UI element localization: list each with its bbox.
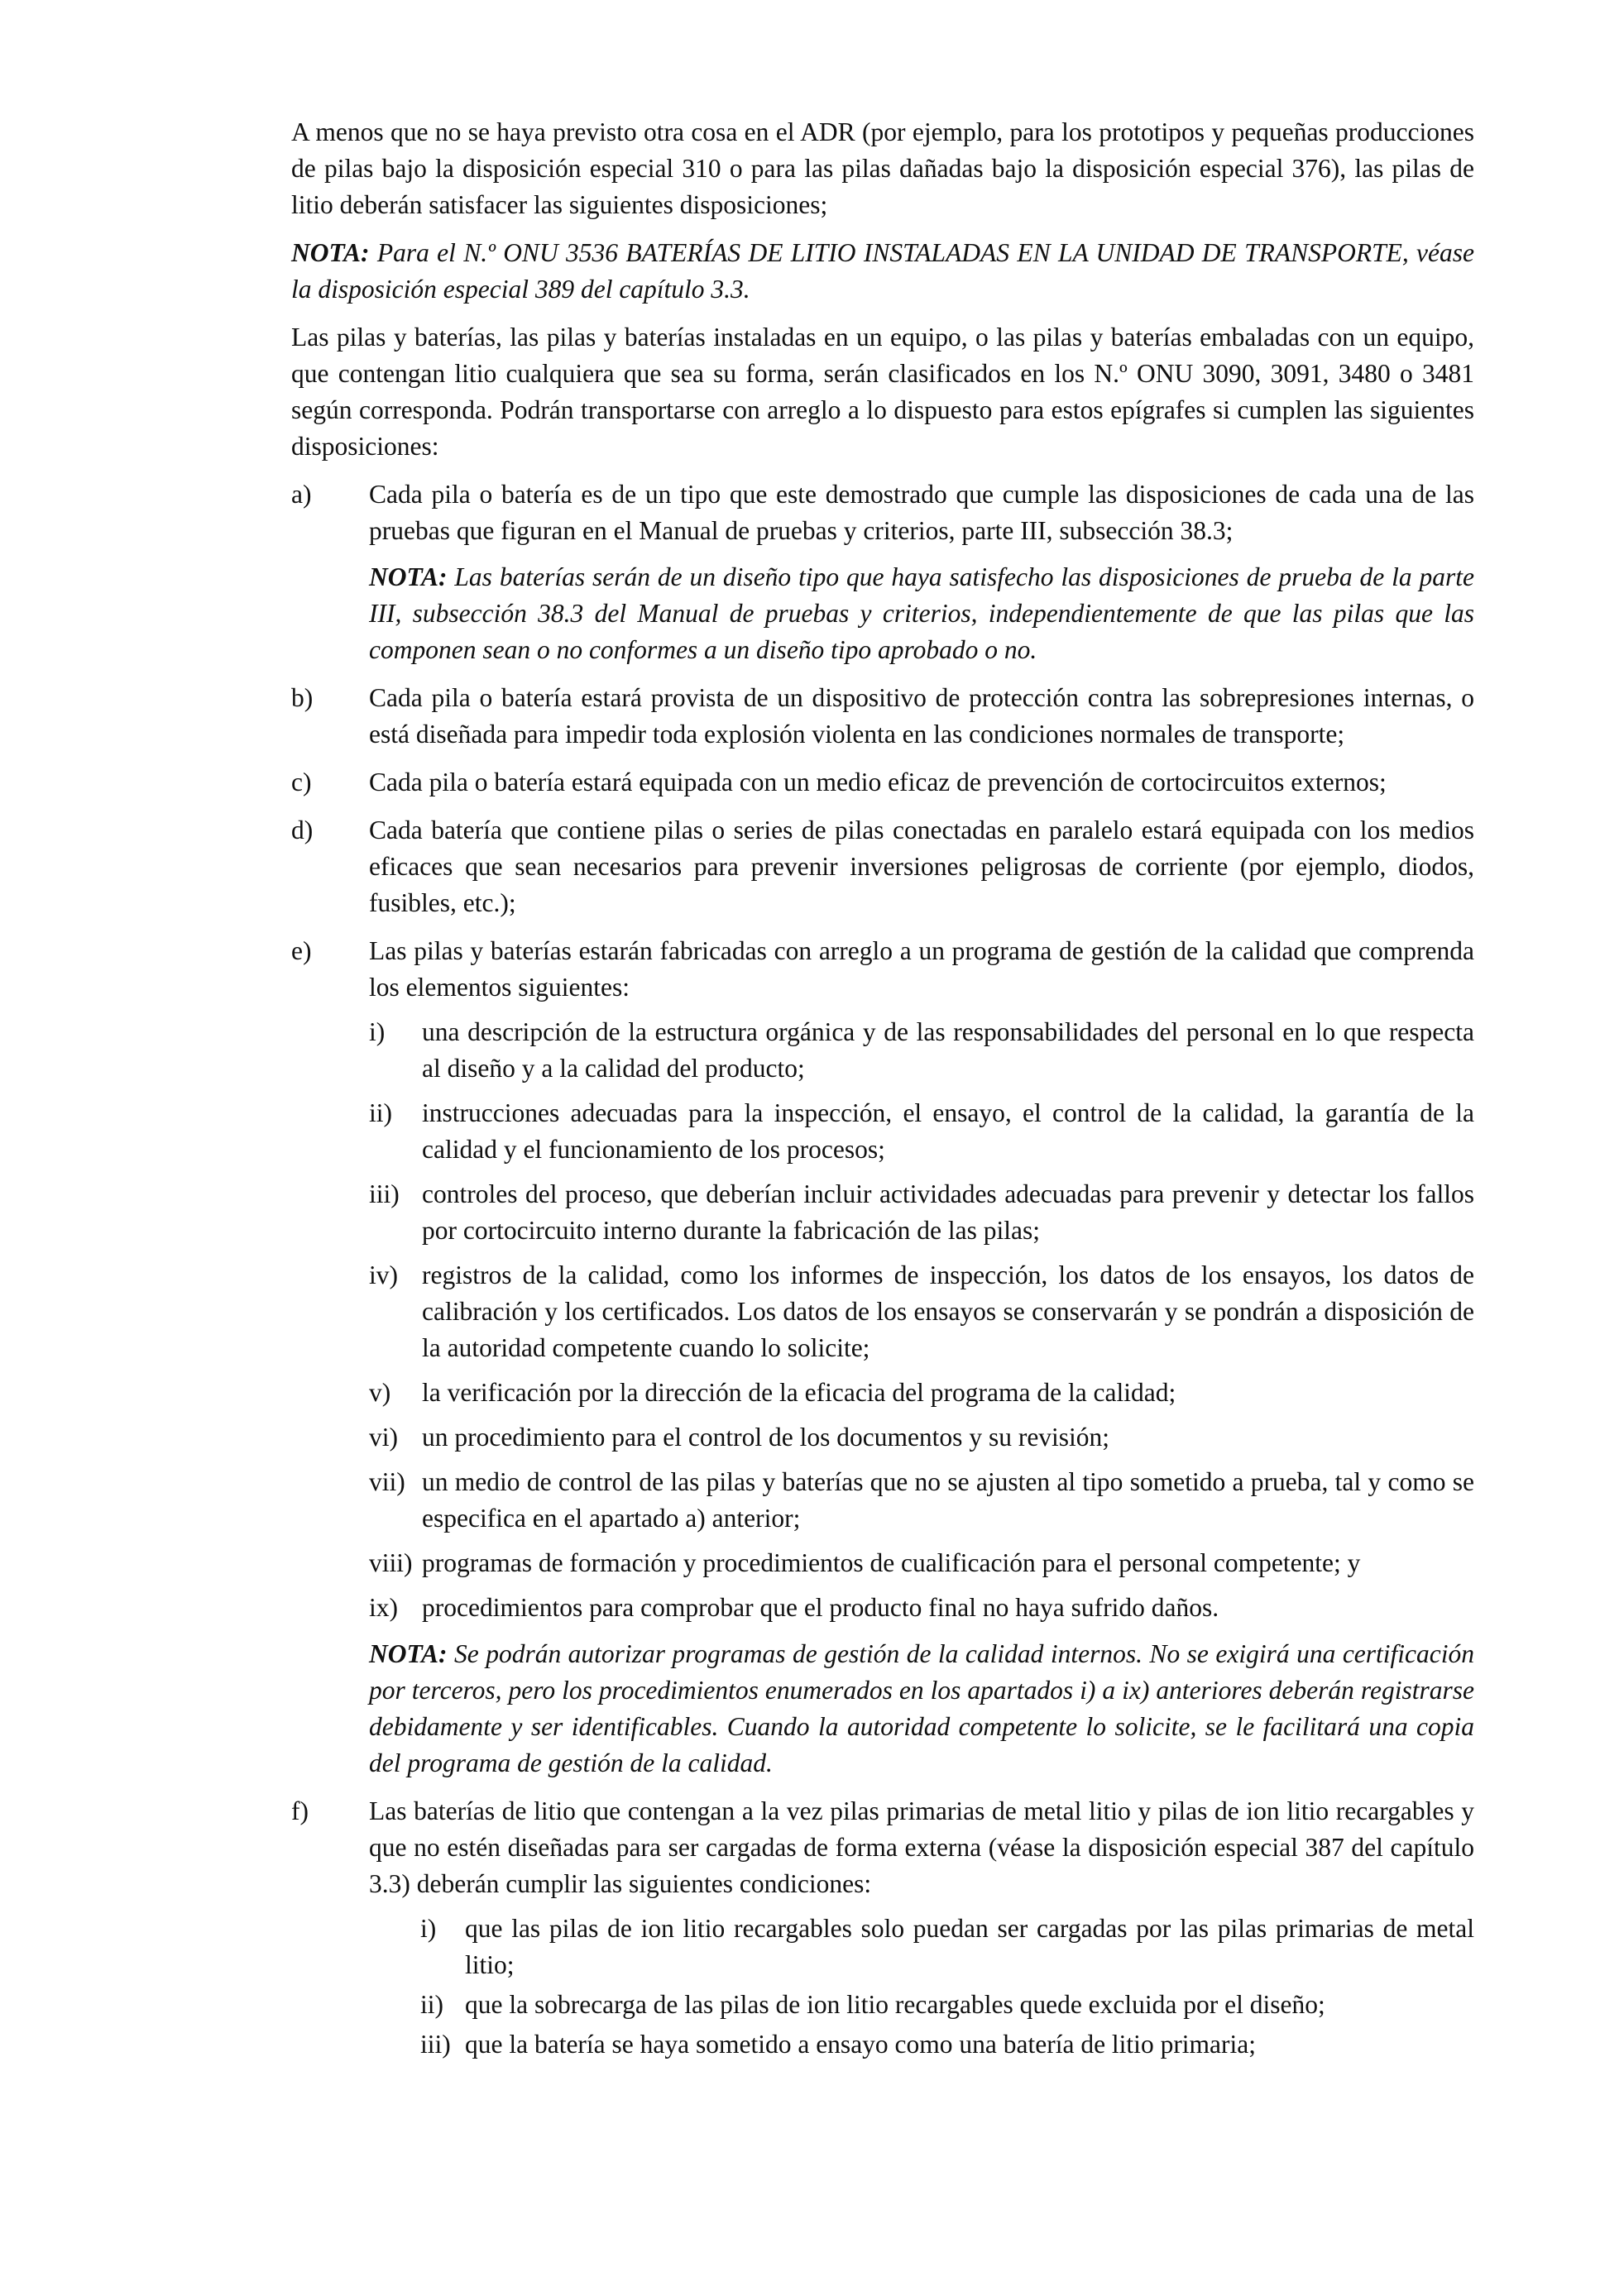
classification-paragraph: Las pilas y baterías, las pilas y baterías instaladas en un equipo, o las pilas y baterías embaladas con un equipo, que contengan litio cualquiera que sea su forma, serán clasificados en los N.º ONU 3090, 3091, 3480 o 3481 según corresponda. Podrán transportarse con arreglo a lo dispuesto para estos epígrafes si cumplen las siguientes disposiciones:: [291, 323, 1474, 461]
list-item-text: Las pilas y baterías estarán fabricadas con arreglo a un programa de gestión de la calidad que comprenda los elementos siguientes:: [369, 936, 1474, 1002]
sublist: [369, 1911, 1474, 2063]
sublist-item: [369, 1257, 1474, 1366]
note-label: NOTA:: [369, 562, 448, 591]
list-item-b: [291, 680, 1474, 753]
note-quality-programme: [369, 1636, 1474, 1782]
sublist-item-text: controles del proceso, que deberían incluir actividades adecuadas para prevenir y detectar los fallos por cortocircuito interno durante la fabricación de las pilas;: [422, 1179, 1474, 1245]
list-item-label: e): [291, 936, 312, 965]
sublist-item: [369, 1014, 1474, 1087]
list-item-text: Cada pila o batería es de un tipo que este demostrado que cumple las disposiciones de cada una de las pruebas que figuran en el Manual de pruebas y criterios, parte III, subsección 38.3;: [369, 480, 1474, 545]
list-item-d: [291, 812, 1474, 921]
list-item-e: [291, 933, 1474, 1782]
sublist-item-text: procedimientos para comprobar que el producto final no haya sufrido daños.: [422, 1593, 1219, 1622]
list-item-label: f): [291, 1796, 309, 1825]
sublist-item: [420, 1911, 1474, 1983]
sublist-item-text: instrucciones adecuadas para la inspección, el ensayo, el control de la calidad, la garantía de la calidad y el funcionamiento de los procesos;: [422, 1098, 1474, 1164]
note-text: Para el N.º ONU 3536 BATERÍAS DE LITIO INSTALADAS EN LA UNIDAD DE TRANSPORTE, véase la disposición especial 389 del capítulo 3.3.: [291, 238, 1474, 304]
sublist-item-text: un procedimiento para el control de los documentos y su revisión;: [422, 1423, 1110, 1452]
sublist-item-text: programas de formación y procedimientos de cualificación para el personal competente; y: [422, 1548, 1361, 1577]
sublist-item: [369, 1095, 1474, 1168]
note-text: Las baterías serán de un diseño tipo que haya satisfecho las disposiciones de prueba de la parte III, subsección 38.3 del Manual de pruebas y criterios, independientemente de que las pilas que las componen sean o no conformes a un diseño tipo aprobado o no.: [369, 562, 1474, 664]
sublist-item: [369, 1590, 1474, 1626]
sublist-item-label: ix): [369, 1593, 398, 1622]
sublist-item-text: registros de la calidad, como los informes de inspección, los datos de los ensayos, los datos de calibración y los certificados. Los datos de los ensayos se conservarán y se pondrán a disposición de la autoridad competente cuando lo solicite;: [422, 1260, 1474, 1362]
sublist-item-label: ii): [369, 1098, 392, 1127]
intro-paragraph: A menos que no se haya previsto otra cosa en el ADR (por ejemplo, para los prototipos y pequeñas producciones de pilas bajo la disposición especial 310 o para las pilas dañadas bajo la disposición especial 376), las pilas de litio deberán satisfacer las siguientes disposiciones;: [291, 117, 1474, 219]
document-page: [291, 114, 1474, 2074]
list-item-text: Cada pila o batería estará equipada con un medio eficaz de prevención de cortocircuitos externos;: [369, 768, 1387, 796]
list-item-f: [291, 1793, 1474, 2063]
sublist-item-label: iii): [369, 1179, 400, 1208]
sublist-item-label: vi): [369, 1423, 398, 1452]
list-item-text: Cada pila o batería estará provista de un dispositivo de protección contra las sobrepresiones internas, o está diseñada para impedir toda explosión violenta en las condiciones normales de transporte;: [369, 683, 1474, 749]
note-text: Se podrán autorizar programas de gestión de la calidad internos. No se exigirá una certificación por terceros, pero los procedimientos enumerados en los apartados i) a ix) anteriores deberán registrarse debidamente y ser identificables. Cuando la autoridad competente lo solicite, se le facilitará una copia del programa de gestión de la calidad.: [369, 1639, 1475, 1777]
sublist-item: [369, 1419, 1474, 1456]
sublist-item-label: v): [369, 1378, 391, 1407]
list-item-label: b): [291, 683, 314, 712]
sublist-item: [420, 2026, 1474, 2063]
list-item-text: Las baterías de litio que contengan a la vez pilas primarias de metal litio y pilas de ion litio recargables y que no estén diseñadas para ser cargadas de forma externa (véase la disposición especial 387 del capítulo 3.3) deberán cumplir las siguientes condiciones:: [369, 1796, 1474, 1898]
sublist-item: [369, 1545, 1474, 1581]
list-item-c: [291, 764, 1474, 801]
list-item-text: Cada batería que contiene pilas o series de pilas conectadas en paralelo estará equipada con los medios eficaces que sean necesarios para prevenir inversiones peligrosas de corriente (por ejemplo, diodos, fusibles, etc.);: [369, 816, 1474, 917]
note-test-design: [369, 559, 1474, 668]
sublist-item-text: que la batería se haya sometido a ensayo como una batería de litio primaria;: [465, 2030, 1257, 2059]
sublist-item-label: i): [420, 1914, 437, 1943]
list-item-label: c): [291, 768, 312, 796]
sublist-item-text: que la sobrecarga de las pilas de ion litio recargables quede excluida por el diseño;: [465, 1990, 1325, 2019]
sublist-item-label: vii): [369, 1467, 405, 1496]
sublist-item-label: iv): [369, 1260, 398, 1289]
list-item-label: a): [291, 480, 312, 509]
sublist-item: [369, 1375, 1474, 1411]
sublist-item-label: viii): [369, 1548, 413, 1577]
list-item-a: [291, 476, 1474, 668]
sublist-item-text: una descripción de la estructura orgánica y de las responsabilidades del personal en lo que respecta al diseño y a la calidad del producto;: [422, 1017, 1474, 1083]
note-transport-unit: [291, 235, 1474, 308]
note-label: NOTA:: [369, 1639, 448, 1668]
note-label: NOTA:: [291, 238, 370, 267]
sublist-item-label: i): [369, 1017, 386, 1046]
list-item-label: d): [291, 816, 314, 844]
sublist-item-text: la verificación por la dirección de la eficacia del programa de la calidad;: [422, 1378, 1176, 1407]
sublist-item-text: que las pilas de ion litio recargables solo puedan ser cargadas por las pilas primarias de metal litio;: [465, 1914, 1474, 1979]
sublist-item-label: ii): [420, 1990, 443, 2019]
sublist-item: [420, 1987, 1474, 2023]
sublist-item-label: iii): [420, 2030, 451, 2059]
sublist-item-text: un medio de control de las pilas y baterías que no se ajusten al tipo sometido a prueba, tal y como se especifica en el apartado a) anterior;: [422, 1467, 1474, 1533]
sublist-item: [369, 1176, 1474, 1249]
sublist-item: [369, 1464, 1474, 1537]
